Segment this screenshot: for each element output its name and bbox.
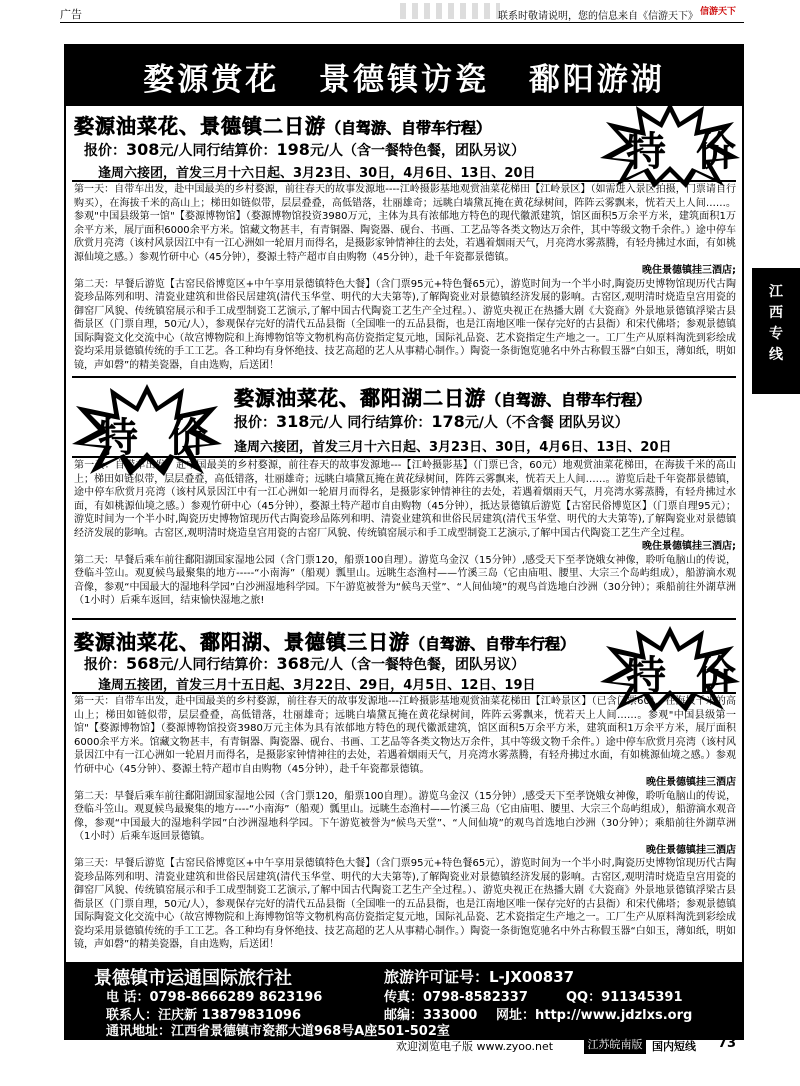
- agency-contact-block: [66, 962, 742, 1038]
- price-post: 元/人（含一餐特色餐，团队另议）: [309, 143, 526, 159]
- side-tab-char-2: 西: [769, 305, 783, 321]
- advert-panel: [64, 44, 744, 1040]
- website-link[interactable]: 网址：http://www.jdzlxs.org: [496, 1008, 693, 1023]
- section-2-mode: （自驾游、自带车行程）: [486, 391, 652, 409]
- sale-badge-2: 特 价: [98, 415, 216, 461]
- price-post: 元/人（含一餐特色餐，团队另议）: [309, 657, 526, 673]
- section-1-divider: [72, 180, 736, 182]
- price-mid: 元/人同行结算价：: [159, 657, 277, 673]
- section-2-price: [234, 412, 629, 432]
- page-footer: [0, 1036, 800, 1086]
- section-2-title: [234, 382, 651, 411]
- section-3-title: [74, 626, 575, 655]
- section-3-mode: （自驾游、自带车行程）: [410, 635, 576, 653]
- edition-badge: 江苏皖南版: [584, 1036, 646, 1054]
- jiangxi-special-tab: [752, 268, 800, 394]
- license-number: 旅游许可证号：L-JX00837: [384, 968, 575, 986]
- section-2-itinerary: [74, 459, 736, 608]
- section-3-top-divider: [72, 618, 736, 620]
- section-2-dates: 逢周六接团，首发三月十六日起、3月23日、30日，4月6日、13日、20日: [234, 440, 672, 455]
- section-3-day-2-hotel: 晚住景德镇挂三酒店: [646, 844, 736, 856]
- section-3-day-3: 第三天：早餐后游览【古窑民俗博览区+中午享用景德镇特色大餐】（含门票95元+特色餐65元），游览时间为一个半小时,陶瓷历史博物馆现历代古陶瓷珍品陈列和明、清瓷业建筑和世俗民居建筑(清代玉华堂、明代的大夫第等),了解陶瓷业对景德镇经济发展的影响。古窑区,观明清时烧造皇宫用瓷的御窑厂风貌、传统镇窑展示和手工成型制瓷工艺演示,了解中国古代陶瓷工艺生产全过程。）、游览央视正在热播大剧《大瓷商》外景地景德镇浮梁古县衙景区（门票自理，50元/人），参观保存完好的清代五品县衙（全国唯一的五品县衙，也是江南地区唯一保存完好的古县衙）和宋代佛塔；参观景德镇国际陶瓷文化交流中心（故宫博物院和上海博物馆等文物机构高仿瓷指定复元地，国际礼品瓷、艺术瓷指定生产地之一。工厂生产从原料淘洗到彩绘成瓷均采用景德镇传统的手工工艺。各工种均有身怀绝技、技艺高超的艺人从事精心制作。）陶瓷一条街饱览驰名中外古称假玉器“白如玉，薄如纸，明如镜，声如磬”的精美瓷器，自由选购，后送团！: [74, 858, 736, 950]
- top-header: [0, 0, 800, 44]
- section-3-name: 婺源油菜花、鄱阳湖、景德镇三日游: [74, 630, 410, 654]
- sale-badge-3: 特 价: [626, 653, 744, 699]
- settle-value: 198: [276, 140, 310, 159]
- section-2-top-divider: [72, 376, 736, 378]
- side-tab-char-1: 江: [769, 284, 783, 300]
- section-3-day-1-hotel: 晚住景德镇挂三酒店: [646, 777, 736, 788]
- section-3-itinerary: [74, 695, 736, 952]
- section-3-day-1: 第一天：自带车出发，赴中国最美的乡村婺源，前往春天的故事发源地---江岭摄影基地观赏油菜花梯田【江岭景区】（已含门票60），在海拔千米的高山上；梯田如链似带，层层叠叠，高低错落，壮丽雄奇；远眺白墙黛瓦掩在黄花绿树间，阵阵云雾飘来，恍若天上人间……。参观"中国县级第一馆"【婺源博物馆】（婺源博物馆投资3980万元主体为具有浓郁地方特色的现代徽派建筑，馆区面积5万余平方米，建筑面积1万余平方米，展厅面积6000余平方米。馆藏文物甚丰，有青铜器、陶瓷器、砚台、书画、工艺品等各类文物达万余件，其中等级文物千余件。）途中停车欣赏月亮湾（该村风景因江中有一江心洲如一轮眉月而得名，是摄影家钟情神往的去处，若遇着烟雨天气，月亮湾水雾蒸腾，有轻舟拂过水面，有如桃源仙境之感。）参观竹研中心（45分钟）、婺源土特产超市自由购物（45分钟），赴千年瓷都景德镇。: [74, 696, 736, 775]
- section-1-title: [74, 110, 491, 139]
- price-mid: 元/人 同行结算价：: [309, 415, 432, 431]
- section-3-divider: [72, 692, 736, 694]
- price-value: 318: [276, 412, 310, 431]
- section-1-mode: （自驾游、自带车行程）: [326, 119, 492, 137]
- section-3-day-2: 第二天：早餐后乘车前往鄱阳湖国家湿地公园（含门票120，船票100自理）。游览乌金汉（15分钟）,感受天下至孝饶娥女神像，聆听龟脑山的传说，登临斗笠山。观夏候鸟最聚集的地方----“小南海”（船观）瓢里山。远眺生态渔村——竹溪三岛（它由庙咀、腰里、大宗三个岛屿组成），船游滴水观音像，参观“中国最大的湿地科学园”白沙洲湿地科学园。下午游览被誉为“候鸟天堂”、“人间仙境”的观鸟首选地白沙洲（30分钟）；乘船前往外湖草洲（1小时）后乘车返回景德镇。: [74, 790, 736, 842]
- browse-edition-text: 欢迎浏览电子版 www.zyoo.net: [396, 1040, 554, 1053]
- price-value: 568: [126, 654, 160, 673]
- agency-name: 景德镇市运通国际旅行社: [94, 968, 292, 989]
- page-number: 73: [718, 1036, 737, 1051]
- section-1-day-2: 第二天：早餐后游览【古窑民俗博览区+中午享用景德镇特色大餐】（含门票95元+特色餐65元），游览时间为一个半小时,陶瓷历史博物馆现历代古陶瓷珍品陈列和明、清瓷业建筑和世俗民居建筑(清代玉华堂、明代的大夫第等),了解陶瓷业对景德镇经济发展的影响。古窑区,观明清时烧造皇宫用瓷的御窑厂风貌、传统镇窑展示和手工成型制瓷工艺演示,了解中国古代陶瓷工艺生产全过程。）、游览央视正在热播大剧《大瓷商》外景地景德镇浮梁古县衙景区（门票自理，50元/人），参观保存完好的清代五品县衙（全国唯一的五品县衙，也是江南地区唯一保存完好的古县衙）和宋代佛塔；参观景德镇国际陶瓷文化交流中心（故宫博物院和上海博物馆等文物机构高仿瓷指定复元地，国际礼品瓷、艺术瓷指定生产地之一。工厂生产从原料淘洗到彩绘成瓷均采用景德镇传统的手工工艺。各工种均有身怀绝技、技艺高超的艺人从事精心制作。）陶瓷一条街饱览驰名中外古称假玉器“白如玉，薄如纸，明如镜，声如磬”的精美瓷器，自由选购，后送团！: [74, 278, 736, 371]
- section-2-day-1-hotel: 晚住景德镇挂三酒店;: [642, 541, 736, 552]
- section-2-divider: [72, 456, 736, 458]
- category-label: 国内短线: [652, 1040, 696, 1053]
- mailing-address: 通讯地址：江西省景德镇市瓷都大道968号A座501-502室: [106, 1024, 450, 1039]
- section-3-price: [84, 654, 525, 674]
- sale-badge-1: 特 价: [626, 129, 744, 175]
- price-mid: 元/人同行结算价：: [159, 143, 277, 159]
- magazine-logo: 信游天下: [700, 7, 737, 17]
- price-label: 报价：: [84, 143, 126, 159]
- price-label: 报价：: [84, 657, 126, 673]
- contact-person: 联系人：汪庆新 13879831096: [106, 1008, 302, 1023]
- price-post: 元/人（不含餐 团队另议）: [464, 415, 629, 431]
- qq-number: QQ：911345391: [566, 990, 683, 1005]
- side-tab-char-4: 线: [769, 347, 783, 363]
- section-2-name: 婺源油菜花、鄱阳湖二日游: [234, 386, 486, 410]
- fax-number: 传真：0798-8582337: [384, 990, 528, 1005]
- settle-value: 178: [431, 412, 465, 431]
- side-tab-char-3: 专: [769, 326, 783, 342]
- ad-label: 广告: [60, 8, 82, 21]
- settle-value: 368: [276, 654, 310, 673]
- section-2-day-1: 第一天：自带车出发，赴中国最美的乡村婺源，前往春天的故事发源地---【江岭摄影基】（门票已含，60元）地观赏油菜花梯田，在海拔千米的高山上；梯田如链似带，层层叠叠，高低错落，壮丽雄奇；远眺白墙黛瓦掩在黄花绿树间，阵阵云雾飘来，恍若天上人间……。游览后赴千年瓷都景德镇，途中停车欣赏月亮湾（该村风景因江中有一江心洲如一轮眉月而得名，是摄影家钟情神往的去处，若遇着烟雨天气，月亮湾水雾蒸腾，有轻舟拂过水面，有如桃源仙境之感。）参观竹研中心（45分钟），婺源土特产超市自由购物（45分钟），抵达景德镇后游览【古窑民俗博览区】（门票自理95元）；游览时间为一个半小时,陶瓷历史博物馆现历代古陶瓷珍品陈列和明、清瓷业建筑和世俗民居建筑(清代玉华堂、明代的大夫第等),了解陶瓷业对景德镇经济发展的影响。古窑区,观明清时烧造皇宫用瓷的古窑厂风貌、传统镇窑展示和手工成型制瓷工艺演示,了解中国古代陶瓷工艺生产全过程。: [74, 460, 736, 539]
- postal-code: 邮编：333000: [384, 1008, 478, 1023]
- section-1-itinerary: [74, 183, 736, 372]
- phone-numbers: 电 话：0798-8666289 8623196: [106, 990, 323, 1005]
- section-2-day-2: 第二天：早餐后乘车前往鄱阳湖国家湿地公园（含门票120，船票100自理）。游览乌金汉（15分钟）,感受天下至孝饶娥女神像，聆听龟脑山的传说，登临斗笠山。观夏候鸟最聚集的地方-----“小南海”（船观）瓢里山。远眺生态渔村——竹溪三岛（它由庙咀、腰里、大宗三个岛屿组成），船游滴水观音像，参观“中国最大的湿地科学园”白沙洲湿地科学园。下午游览被誉为“候鸟天堂”、“人间仙境”的观鸟首选地白沙洲（30分钟）；乘船前往外湖草洲（1小时）后乘车返回，结束愉快湿地之旅!: [74, 554, 736, 606]
- section-1-name: 婺源油菜花、景德镇二日游: [74, 114, 326, 138]
- section-1-day-1-hotel: 晚住景德镇挂三酒店;: [642, 265, 736, 276]
- header-divider: [60, 22, 744, 23]
- section-3-dates: 逢周五接团，首发三月十五日起、3月22日、29日，4月5日、12日、19日: [98, 678, 536, 693]
- section-1-day-1: 第一天：自带车出发，赴中国最美的乡村婺源，前往春天的故事发源地----江岭摄影基地观赏油菜花梯田【江岭景区】（如需进入景区拍摄，门票请自行购买），在海拔千米的高山上；梯田如链似带，层层叠叠，高低错落，壮丽雄奇；远眺白墙黛瓦掩在黄花绿树间，阵阵云雾飘来，恍若天上人间……。参观"中国县级第一馆"【婺源博物馆】（婺源博物馆投资3980万元，主体为具有浓郁地方特色的现代徽派建筑，馆区面积5万余平方米，建筑面积1万余平方米，展厅面积6000余平方米。馆藏文物甚丰，有青铜器、陶瓷器、砚台、书画、工艺品等各类文物达万余件，其中等级文物千余件。）途中停车欣赏月亮湾（该村风景因江中有一江心洲如一轮眉月而得名，是摄影家钟情神往的去处，若遇着烟雨天气，月亮湾水雾蒸腾，有轻舟拂过水面，有如桃源仙境之感。）参观竹研中心（45分钟），婺源土特产超市自由购物（45分钟），赴千年瓷都景德镇。: [74, 184, 736, 263]
- section-1-price: [84, 140, 525, 160]
- source-notice: 联系时敬请说明，您的信息来自《信游天下》: [498, 11, 698, 22]
- header-decor: [400, 3, 500, 19]
- price-label: 报价：: [234, 415, 276, 431]
- section-1-dates: 逢周六接团，首发三月十六日起、3月23日、30日，4月6日、13日、20日: [98, 166, 536, 181]
- main-banner: 婺源赏花 景德镇访瓷 鄱阳游湖: [66, 46, 742, 106]
- price-value: 308: [126, 140, 160, 159]
